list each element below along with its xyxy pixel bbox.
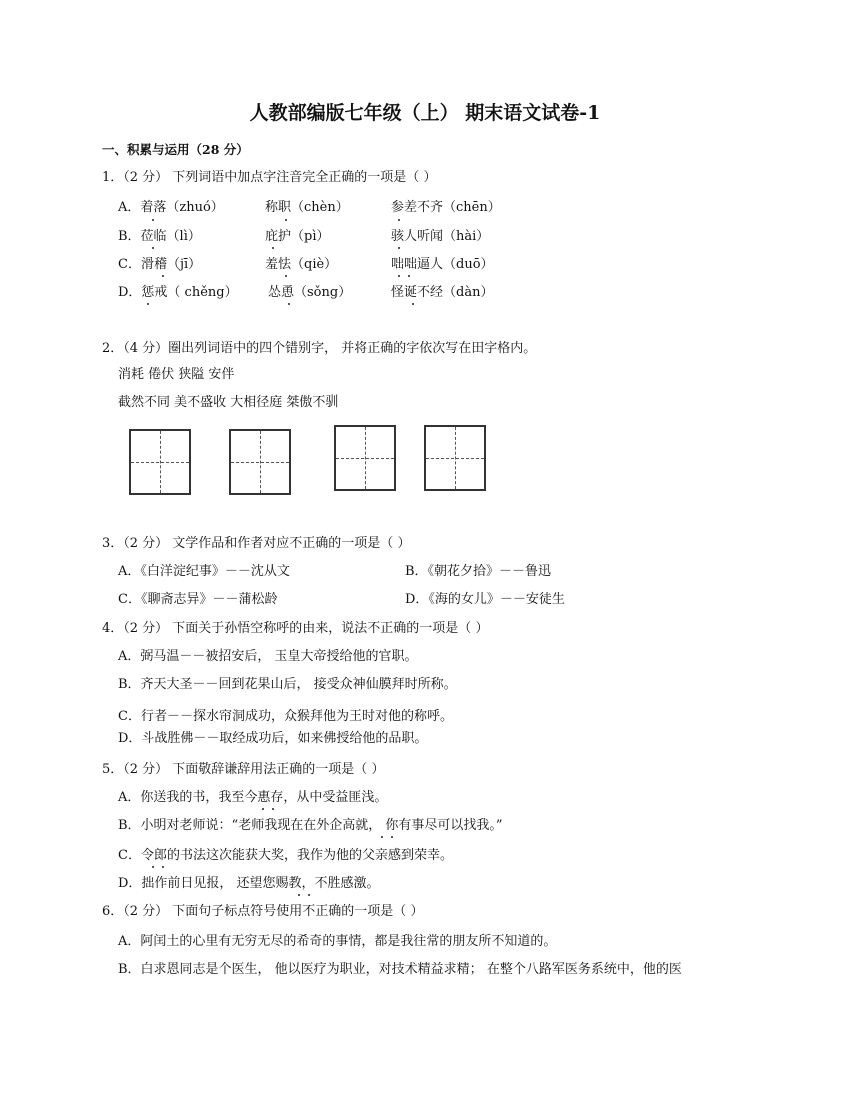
q1-option-d-3: 怪诞不经（dàn） <box>391 285 494 300</box>
emphasis-dot <box>298 894 300 896</box>
q4-option-a: A．弼马温－－被招安后， 玉皇大帝授给他的官职。 <box>118 649 418 664</box>
q1-option-d-2: 怂恿（sǒng） <box>268 285 352 300</box>
emphasis-dot <box>398 275 400 277</box>
emphasis-dot <box>152 219 154 221</box>
q6-option-b: B．白求恩同志是个医生， 他以医疗为职业，对技术精益求精； 在整个八路军医务系统中，他的医 <box>118 962 682 977</box>
emphasis-dot <box>152 866 154 868</box>
q1-option-d-1: D．惩戒（ chěng） <box>118 285 238 300</box>
q1-option-a-1: A．着落（zhuó） <box>118 200 224 215</box>
q3-option-c: C．《聊斋志异》－－蒲松龄 <box>118 592 278 607</box>
q1-option-c-2: 羞怯（qiè） <box>265 257 338 272</box>
page-title: 人教部编版七年级（上） 期末语文试卷-1 <box>249 102 601 124</box>
emphasis-dot <box>391 836 393 838</box>
q1-option-c-1: C．滑稽（jī） <box>118 257 202 272</box>
q3-option-a: A．《白洋淀纪事》－－沈从文 <box>118 564 290 579</box>
q4-option-d: D．斗战胜佛－－取经成功后，如来佛授给他的品职。 <box>118 731 428 746</box>
emphasis-dot <box>285 219 287 221</box>
question-2-stem: 2．（4 分）圈出列词语中的四个错别字， 并将正确的字依次写在田字格内。 <box>102 341 537 356</box>
emphasis-dot <box>152 247 154 249</box>
emphasis-dot <box>147 303 149 305</box>
question-6-stem: 6．（2 分） 下面句子标点符号使用不正确的一项是（ ） <box>102 904 424 919</box>
emphasis-dot <box>162 866 164 868</box>
q1-option-a-3: 参差不齐（chēn） <box>391 200 501 215</box>
question-1-stem: 1．（2 分） 下列词语中加点字注音完全正确的一项是（ ） <box>102 170 437 185</box>
question-3-stem: 3．（2 分） 文学作品和作者对应不正确的一项是（ ） <box>102 536 411 551</box>
section-heading: 一、积累与运用（28 分） <box>102 142 249 157</box>
q5-option-b: B．小明对老师说：“老师我现在在外企高就， 你有事尽可以找我。” <box>118 818 503 833</box>
emphasis-dot <box>272 808 274 810</box>
emphasis-dot <box>408 275 410 277</box>
q1-option-b-3: 骇人听闻（hài） <box>391 229 490 244</box>
q5-option-d: D．拙作前日见报， 还望您赐教，不胜感激。 <box>118 876 380 891</box>
tian-grid-box-4[interactable] <box>424 425 486 491</box>
emphasis-dot <box>262 808 264 810</box>
q1-option-a-2: 称职（chèn） <box>265 200 349 215</box>
q5-option-c: C．令郎的书法这次能获大奖，我作为他的父亲感到荣幸。 <box>118 848 453 863</box>
question-4-stem: 4．（2 分） 下面关于孙悟空称呼的由来，说法不正确的一项是（ ） <box>102 621 489 636</box>
q4-option-b: B．齐天大圣－－回到花果山后， 接受众神仙膜拜时所称。 <box>118 677 457 692</box>
q3-option-b: B．《朝花夕拾》－－鲁迅 <box>405 564 552 579</box>
q4-option-c: C．行者－－探水帘洞成功，众猴拜他为王时对他的称呼。 <box>118 709 453 724</box>
q6-option-a: A．阿闰土的心里有无穷无尽的希奇的事情，都是我往常的朋友所不知道的。 <box>118 934 557 949</box>
emphasis-dot <box>398 247 400 249</box>
q2-word-line-2: 截然不同 美不盛收 大相径庭 桀傲不驯 <box>118 395 339 410</box>
q3-option-d: D．《海的女儿》－－安徒生 <box>405 592 565 607</box>
tian-grid-box-1[interactable] <box>129 429 191 495</box>
emphasis-dot <box>398 219 400 221</box>
q2-word-line-1: 消耗 倦伏 狭隘 安伴 <box>118 367 235 382</box>
tian-grid-box-2[interactable] <box>229 429 291 495</box>
q1-option-b-1: B．莅临（lì） <box>118 229 201 244</box>
emphasis-dot <box>412 303 414 305</box>
q1-option-c-3: 咄咄逼人（duō） <box>391 257 494 272</box>
emphasis-dot <box>308 894 310 896</box>
emphasis-dot <box>272 247 274 249</box>
emphasis-dot <box>162 275 164 277</box>
tian-grid-box-3[interactable] <box>334 425 396 491</box>
question-5-stem: 5．（2 分） 下面敬辞谦辞用法正确的一项是（ ） <box>102 762 385 777</box>
q5-option-a: A．你送我的书，我至今惠存，从中受益匪浅。 <box>118 790 388 805</box>
emphasis-dot <box>285 275 287 277</box>
q1-option-b-2: 庇护（pì） <box>265 229 330 244</box>
emphasis-dot <box>288 303 290 305</box>
emphasis-dot <box>381 836 383 838</box>
